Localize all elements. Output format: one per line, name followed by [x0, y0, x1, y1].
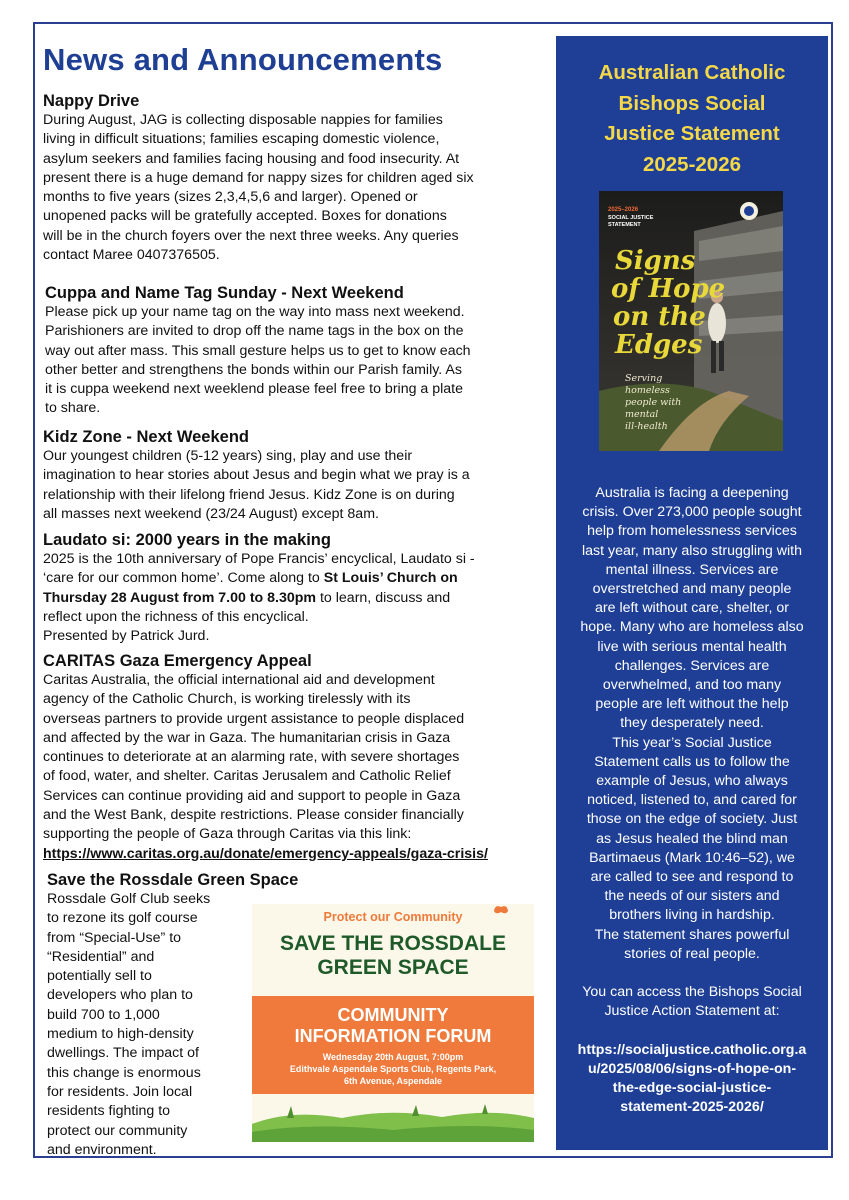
rossdale-line: Rossdale Golf Club seeks: [47, 891, 211, 907]
rossdale-line: and environment.: [47, 1141, 157, 1158]
laudato-line: Thursday 28 August from 7.00 to 8.30pm to learn, discuss and: [43, 589, 451, 606]
nappy-line: contact Maree 0407376505.: [43, 247, 220, 264]
sidebar-line: overwhelmed, and too many: [602, 677, 782, 694]
cuppa-line: Parishioners are invited to drop off the name tags in the box on the: [45, 323, 464, 340]
booklet-cover-graphic: [599, 191, 783, 451]
sidebar-line: crisis. Over 273,000 people sought: [582, 504, 802, 521]
poster-tagline: Protect our Community: [323, 910, 463, 924]
cuppa-body: [45, 303, 545, 419]
kidz-line: all masses next weekend (23/24 August) except 8am.: [43, 505, 379, 522]
booklet-label-2: STATEMENT: [608, 222, 641, 228]
sidebar-title: Australian Catholic Bishops Social Justice Statement 2025-2026: [598, 61, 786, 176]
sidebar-line: they desperately need.: [620, 715, 764, 732]
poster-forum-1: COMMUNITY: [337, 1005, 449, 1025]
statement-booklet-cover: [599, 191, 783, 451]
rossdale-line: from “Special-Use” to: [47, 929, 182, 946]
cuppa-line: it is cuppa weekend next weeklend please feel free to bring a plate: [45, 381, 464, 398]
nappy-body: [43, 111, 543, 265]
sidebar-spacer: [560, 964, 824, 983]
rossdale-line: protect our community: [47, 1122, 188, 1139]
laudato-line: ‘care for our common home’. Come along to St Louis’ Church on: [43, 570, 458, 587]
nappy-line: present there is a huge demand for nappy sizes for children aged six: [43, 169, 474, 186]
nappy-line: months to five years (sizes 2,3,4,5,6 and larger). Opened or: [43, 189, 418, 206]
sidebar-line: help from homelessness services: [587, 523, 797, 540]
sidebar-body: [560, 484, 824, 1118]
laudato-line: reflect upon the richness of this encyclical.: [43, 608, 309, 625]
poster-detail-1: Wednesday 20th August, 7:00pm: [322, 1052, 464, 1062]
sidebar-line: noticed, listened to, and cared for: [587, 792, 797, 809]
nappy-line: During August, JAG is collecting disposable nappies for families: [43, 112, 443, 128]
booklet-title-3: on the: [613, 302, 706, 332]
sidebar-line: example of Jesus, who always: [596, 773, 788, 790]
rossdale-line: “Residential” and: [47, 948, 155, 965]
section-kidz-zone: [43, 427, 543, 524]
laudato-heading: Laudato si: 2000 years in the making: [43, 531, 331, 549]
cuppa-line: Please pick up your name tag on the way into mass next weekend.: [45, 304, 465, 320]
booklet-sub-1: Serving: [625, 373, 663, 384]
rossdale-line: medium to high-density: [47, 1026, 194, 1043]
sidebar-line: hope. Many who are homeless also: [580, 619, 804, 636]
cuppa-line: other better and strengthens the bonds within our Parish family. As: [45, 361, 462, 378]
caritas-donate-link[interactable]: https://www.caritas.org.au/donate/emergency-appeals/gaza-crisis/: [43, 845, 488, 862]
section-caritas: [43, 651, 543, 864]
kidz-line: imagination to hear stories about Jesus and begin what we pray is a: [43, 467, 470, 484]
sidebar-line: those on the edge of society. Just: [586, 811, 798, 828]
booklet-label-1: SOCIAL JUSTICE: [608, 215, 654, 221]
kidz-line: relationship with their lifelong friend Jesus. Kidz Zone is on during: [43, 486, 455, 503]
section-nappy-drive: [43, 91, 543, 265]
laudato-body: [43, 550, 543, 646]
caritas-line: agency of the Catholic Church, is working tirelessly with its: [43, 691, 411, 708]
cuppa-line: way out after mass. This small gesture helps us to get to know each: [45, 342, 471, 359]
poster-graphic: [252, 904, 534, 1142]
kidz-heading: Kidz Zone - Next Weekend: [43, 428, 249, 446]
nappy-line: living in difficult situations; families escaping domestic violence,: [43, 131, 440, 148]
rossdale-line: dwellings. The impact of: [47, 1045, 199, 1062]
sidebar-line: The statement shares powerful: [594, 926, 790, 943]
sidebar-line: the needs of our sisters and: [604, 888, 780, 905]
sidebar-line: You can access the Bishops Social: [582, 984, 802, 1001]
sidebar-line: last year, many also struggling with: [581, 542, 802, 559]
sidebar-line: Australia is facing a deepening: [595, 485, 789, 501]
poster-title-2: GREEN SPACE: [317, 956, 469, 979]
sidebar-line: Bartimaeus (Mark 10:46–52), we: [589, 849, 795, 866]
social-justice-sidebar: [556, 36, 828, 1150]
sidebar-line: people are left without the help: [595, 696, 789, 713]
caritas-line: and affected by the war in Gaza. The humanitarian crisis in Gaza: [43, 729, 451, 746]
nappy-heading: Nappy Drive: [43, 92, 140, 110]
rossdale-line: to rezone its golf course: [47, 910, 198, 927]
caritas-line: supporting the people of Gaza through Caritas via this link:: [43, 826, 412, 843]
nappy-line: asylum seekers and families facing housing and food insecurity. At: [43, 150, 460, 167]
laudato-presenter: Presented by Patrick Jurd.: [43, 628, 210, 645]
section-laudato-si: [43, 530, 543, 646]
booklet-sub-5: ill-health: [625, 421, 668, 432]
section-cuppa: [45, 283, 545, 419]
caritas-line: Caritas Australia, the official international aid and development: [43, 672, 435, 688]
booklet-title-1: Signs: [615, 246, 696, 276]
event-time: Thursday 28 August from 7.00 to 8.30pm: [43, 589, 317, 606]
sidebar-line: are left without care, shelter, or: [595, 600, 789, 617]
rossdale-line: residents fighting to: [47, 1103, 171, 1120]
sidebar-spacer: [560, 1022, 824, 1041]
sidebar-line: brothers living in hardship.: [609, 907, 775, 924]
event-location: St Louis’ Church on: [323, 570, 458, 587]
sidebar-line: as Jesus healed the blind man: [596, 830, 788, 847]
sidebar-line: challenges. Services are: [614, 657, 770, 674]
poster-detail-3: 6th Avenue, Aspendale: [343, 1076, 443, 1086]
rossdale-line: for residents. Join local: [47, 1083, 193, 1100]
booklet-title-2: of Hope: [611, 274, 726, 304]
booklet-sub-3: people with: [625, 397, 682, 408]
sidebar-line: are called to see and respond to: [590, 869, 794, 886]
rossdale-line: this change is enormous: [47, 1064, 201, 1081]
caritas-heading: CARITAS Gaza Emergency Appeal: [43, 652, 312, 670]
booklet-sub-2: homeless: [625, 385, 670, 396]
booklet-sub-4: mental: [625, 409, 659, 420]
rossdale-poster: [252, 904, 534, 1142]
sidebar-line: This year’s Social Justice: [612, 734, 772, 751]
cuppa-heading: Cuppa and Name Tag Sunday - Next Weekend: [45, 284, 404, 302]
rossdale-line: developers who plan to: [47, 987, 193, 1004]
caritas-line: of food, water, and shelter. Caritas Jerusalem and Catholic Relief: [43, 768, 451, 785]
caritas-line: continues to deteriorate at an alarming rate, with severe shortages: [43, 749, 460, 766]
cuppa-line: to share.: [45, 400, 101, 417]
news-column: [43, 40, 543, 80]
poster-detail-2: Edithvale Aspendale Sports Club, Regents Park,: [289, 1064, 497, 1074]
laudato-line: 2025 is the 10th anniversary of Pope Francis’ encyclical, Laudato si -: [43, 551, 475, 567]
booklet-year: 2025–2026: [608, 207, 639, 213]
poster-forum-2: INFORMATION FORUM: [294, 1026, 492, 1046]
sidebar-line: live with serious mental health: [597, 638, 787, 655]
kidz-line: Our youngest children (5-12 years) sing, play and use their: [43, 448, 413, 464]
page-title: News and Announcements: [43, 42, 443, 77]
kidz-body: [43, 447, 543, 524]
sidebar-line: Justice Action Statement at:: [604, 1003, 780, 1020]
nappy-line: unopened packs will be gratefully accepted. Boxes for donations: [43, 208, 447, 225]
social-justice-link[interactable]: https://socialjustice.catholic.org.a u/2025/08/06/signs-of-hope-on- the-edge-social-justice- statement-2025-2026/: [577, 1041, 807, 1116]
rossdale-line: potentially sell to: [47, 968, 152, 985]
sidebar-line: stories of real people.: [624, 945, 760, 962]
sidebar-line: mental illness. Services are: [605, 561, 779, 578]
caritas-line: and the West Bank, despite restrictions. Please consider financially: [43, 807, 464, 824]
poster-title-1: SAVE THE ROSSDALE: [280, 932, 506, 955]
rossdale-heading: Save the Rossdale Green Space: [47, 871, 299, 889]
caritas-line: overseas partners to provide urgent assistance to people displaced: [43, 710, 465, 727]
caritas-body: [43, 671, 543, 845]
sidebar-line: Statement calls us to follow the: [594, 753, 790, 770]
rossdale-line: build 700 to 1,000: [47, 1006, 160, 1023]
caritas-line: Services can continue providing aid and support to people in Gaza: [43, 787, 461, 804]
nappy-line: will be in the church foyers over the next three weeks. Any queries: [43, 227, 459, 244]
booklet-title-4: Edges: [615, 330, 703, 360]
rossdale-body: [47, 890, 247, 1160]
section-rossdale: [47, 870, 299, 1160]
sidebar-line: overstretched and many people: [592, 581, 792, 598]
walking-person-figure: [708, 303, 726, 343]
